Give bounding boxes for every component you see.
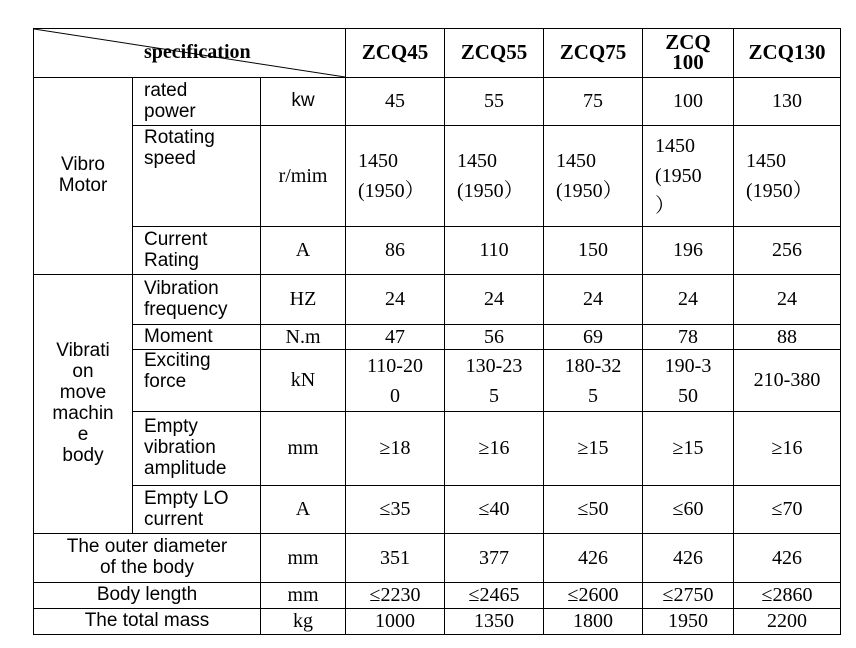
table-row bbox=[34, 609, 841, 635]
unit-cell: mm bbox=[261, 412, 346, 486]
table-row bbox=[34, 486, 841, 534]
param-label: The outer diameter of the body bbox=[34, 534, 261, 583]
value-cell: 110-20 0 bbox=[346, 350, 445, 412]
value-cell: 351 bbox=[346, 534, 445, 583]
value-cell: ≤40 bbox=[445, 486, 544, 534]
group-label-vibro-motor: Vibro Motor bbox=[34, 78, 133, 275]
param-label: Empty vibration amplitude bbox=[133, 412, 261, 486]
value-cell: ≥16 bbox=[445, 412, 544, 486]
value-cell: 150 bbox=[544, 227, 643, 275]
value-cell: 24 bbox=[643, 275, 734, 325]
value-cell: 24 bbox=[346, 275, 445, 325]
model-header-zcq100: ZCQ 100 bbox=[643, 29, 734, 78]
value-cell: 426 bbox=[544, 534, 643, 583]
value-cell: 190-3 50 bbox=[643, 350, 734, 412]
param-label: Body length bbox=[34, 583, 261, 609]
value-cell: 45 bbox=[346, 78, 445, 126]
value-cell: 69 bbox=[544, 325, 643, 350]
value-cell: ≤60 bbox=[643, 486, 734, 534]
value-cell: ≤2465 bbox=[445, 583, 544, 609]
unit-cell: r/mim bbox=[261, 126, 346, 227]
param-label: The total mass bbox=[34, 609, 261, 635]
table-row bbox=[34, 78, 841, 126]
header-row bbox=[34, 29, 841, 78]
model-header-zcq130: ZCQ130 bbox=[734, 29, 841, 78]
unit-cell: kN bbox=[261, 350, 346, 412]
value-cell: 110 bbox=[445, 227, 544, 275]
value-cell: 86 bbox=[346, 227, 445, 275]
unit-cell: N.m bbox=[261, 325, 346, 350]
value-cell: 377 bbox=[445, 534, 544, 583]
value-cell: 180-32 5 bbox=[544, 350, 643, 412]
table-row bbox=[34, 350, 841, 412]
unit-cell: A bbox=[261, 486, 346, 534]
value-cell: ≤2750 bbox=[643, 583, 734, 609]
value-cell: 1450 (1950） bbox=[445, 126, 544, 227]
value-cell: ≤35 bbox=[346, 486, 445, 534]
table-row bbox=[34, 534, 841, 583]
value-cell: 56 bbox=[445, 325, 544, 350]
value-cell: 1350 bbox=[445, 609, 544, 635]
value-cell: 55 bbox=[445, 78, 544, 126]
value-cell: 2200 bbox=[734, 609, 841, 635]
param-label: Empty LO current bbox=[133, 486, 261, 534]
param-label: Current Rating bbox=[133, 227, 261, 275]
value-cell: 1800 bbox=[544, 609, 643, 635]
value-cell: 24 bbox=[734, 275, 841, 325]
value-cell: 256 bbox=[734, 227, 841, 275]
value-cell: 210-380 bbox=[734, 350, 841, 412]
value-cell: ≤2230 bbox=[346, 583, 445, 609]
unit-cell: kg bbox=[261, 609, 346, 635]
value-cell: 130 bbox=[734, 78, 841, 126]
value-cell: 100 bbox=[643, 78, 734, 126]
unit-cell: kw bbox=[261, 78, 346, 126]
table-row bbox=[34, 412, 841, 486]
group-label-vibration-body: Vibrati on move machin e body bbox=[34, 275, 133, 534]
header-corner-cell bbox=[34, 29, 346, 78]
specification-table bbox=[33, 28, 841, 635]
value-cell: ≤2860 bbox=[734, 583, 841, 609]
table-row bbox=[34, 583, 841, 609]
param-label: Rotating speed bbox=[133, 126, 261, 227]
value-cell: ≤70 bbox=[734, 486, 841, 534]
table-row bbox=[34, 325, 841, 350]
unit-cell: A bbox=[261, 227, 346, 275]
table-row bbox=[34, 126, 841, 227]
param-label: Vibration frequency bbox=[133, 275, 261, 325]
value-cell: 24 bbox=[445, 275, 544, 325]
value-cell: ≥18 bbox=[346, 412, 445, 486]
value-cell: 130-23 5 bbox=[445, 350, 544, 412]
value-cell: 24 bbox=[544, 275, 643, 325]
value-cell: 426 bbox=[643, 534, 734, 583]
value-cell: 1450 (1950） bbox=[734, 126, 841, 227]
value-cell: ≥16 bbox=[734, 412, 841, 486]
value-cell: 1000 bbox=[346, 609, 445, 635]
unit-cell: mm bbox=[261, 583, 346, 609]
value-cell: 1450 (1950） bbox=[346, 126, 445, 227]
value-cell: 1950 bbox=[643, 609, 734, 635]
value-cell: 88 bbox=[734, 325, 841, 350]
value-cell: 47 bbox=[346, 325, 445, 350]
value-cell: 78 bbox=[643, 325, 734, 350]
model-header-zcq55: ZCQ55 bbox=[445, 29, 544, 78]
value-cell: 1450 (1950 ） bbox=[643, 126, 734, 227]
model-header-zcq75: ZCQ75 bbox=[544, 29, 643, 78]
unit-cell: mm bbox=[261, 534, 346, 583]
value-cell: ≤50 bbox=[544, 486, 643, 534]
value-cell: ≥15 bbox=[643, 412, 734, 486]
value-cell: ≤2600 bbox=[544, 583, 643, 609]
value-cell: 426 bbox=[734, 534, 841, 583]
table-row bbox=[34, 227, 841, 275]
param-label: Moment bbox=[133, 325, 261, 350]
model-header-zcq45: ZCQ45 bbox=[346, 29, 445, 78]
unit-cell: HZ bbox=[261, 275, 346, 325]
value-cell: ≥15 bbox=[544, 412, 643, 486]
param-label: rated power bbox=[133, 78, 261, 126]
value-cell: 75 bbox=[544, 78, 643, 126]
param-label: Exciting force bbox=[133, 350, 261, 412]
table-row bbox=[34, 275, 841, 325]
value-cell: 1450 (1950） bbox=[544, 126, 643, 227]
specification-label: specification bbox=[144, 41, 251, 63]
value-cell: 196 bbox=[643, 227, 734, 275]
